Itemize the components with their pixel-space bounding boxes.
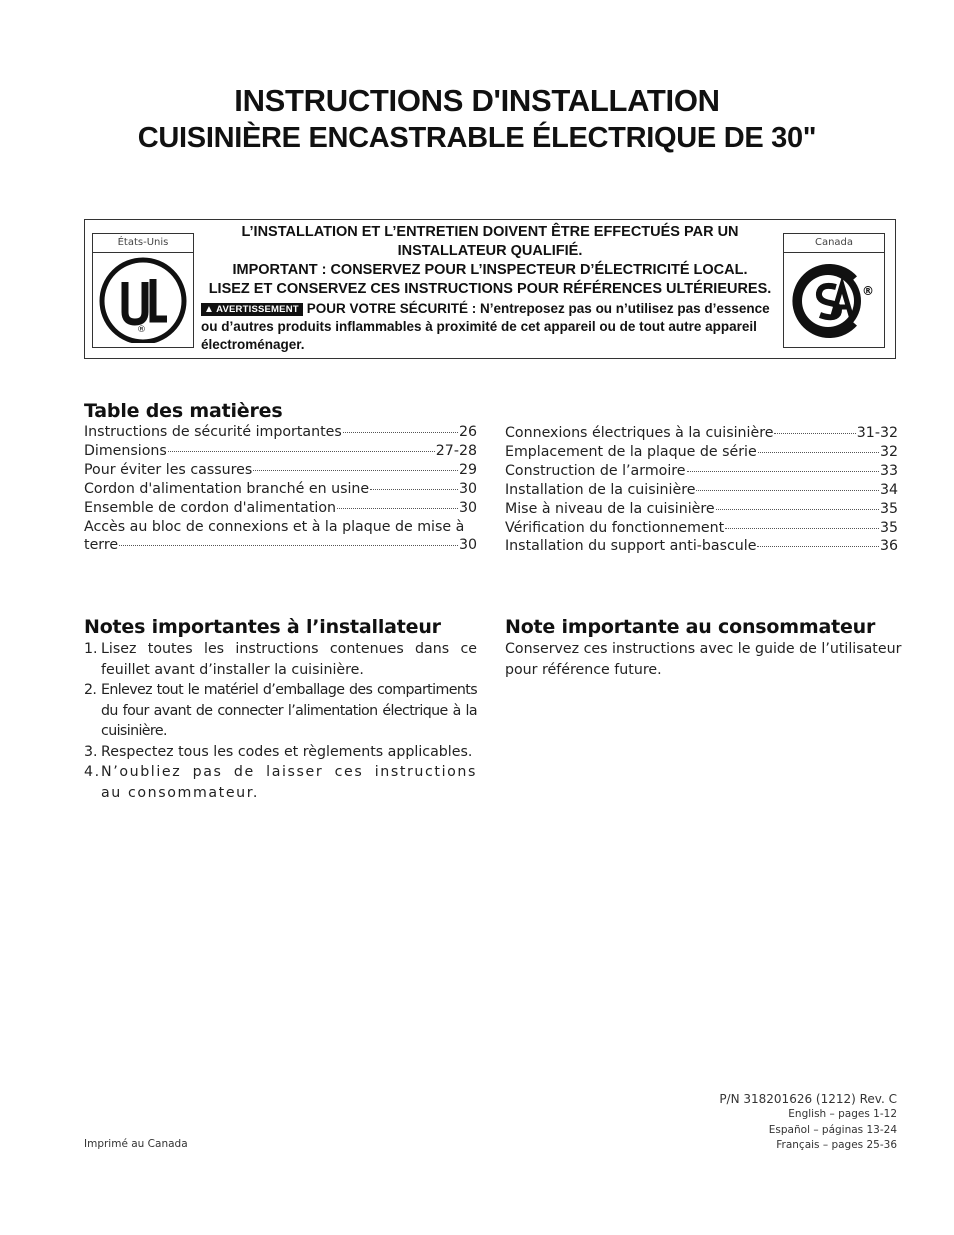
installer-note-item (84, 742, 477, 763)
csa-registered-mark: ® (862, 284, 874, 298)
toc-entry-page: 35 (879, 519, 898, 536)
toc-entry-page: 26 (458, 424, 477, 440)
installer-note-text: Lisez toutes les instructions contenues dans ce feuillet avant d’installer la cuisinière. (101, 641, 477, 678)
toc-entry-title: Installation de la cuisinière (505, 481, 696, 498)
ul-logo-icon (97, 257, 189, 343)
toc-entry-title: Dimensions (84, 442, 167, 459)
toc-entry-page: 35 (879, 500, 898, 517)
csa-caption: Canada (784, 234, 884, 253)
title-line-1: INSTRUCTIONS D'INSTALLATION (234, 83, 720, 118)
toc-entry-page: 29 (458, 461, 477, 478)
installer-note-text: N’oubliez pas de laisser ces instructions au consommateur. (101, 764, 477, 801)
warning-line-important: IMPORTANT : CONSERVEZ POUR L’INSPECTEUR D’ÉLECTRICITÉ LOCAL. (232, 262, 748, 278)
toc-entry-page: 30 (458, 537, 477, 554)
toc-dot-leader (687, 471, 879, 472)
printed-in: Imprimé au Canada (84, 1138, 188, 1150)
toc-entry-page: 33 (879, 462, 898, 479)
english-pages: English – pages 1-12 (788, 1108, 897, 1120)
toc-entry (505, 481, 898, 500)
installer-note-item (84, 639, 477, 680)
toc-entry-title: Pour éviter les cassures (84, 461, 253, 478)
toc-dot-leader (696, 490, 878, 491)
avertissement-label: AVERTISSEMENT (216, 304, 299, 315)
toc-entry-page: 36 (879, 538, 898, 555)
toc-entry (505, 443, 898, 462)
toc-entry-title: terre (84, 537, 119, 554)
consumer-note-heading: Note importante au consommateur (505, 616, 876, 638)
toc-dot-leader (119, 545, 458, 546)
toc-dot-leader (343, 432, 458, 433)
toc-dot-leader (725, 528, 879, 529)
toc-entry (84, 536, 477, 555)
consumer-note-text: Conservez ces instructions avec le guide de l’utilisateur pour référence future. (505, 641, 902, 678)
toc-entry-title: Instructions de sécurité importantes (84, 424, 342, 440)
safety-warning (201, 300, 779, 354)
installer-note-number: 4. (84, 764, 101, 780)
toc-entry (505, 500, 898, 519)
toc-entry (84, 423, 477, 442)
installer-note-number: 2. (84, 682, 97, 698)
toc-right-column (505, 424, 898, 556)
toc-left-column (84, 423, 477, 555)
toc-entry-page: 34 (879, 481, 898, 498)
csa-logo-box (783, 233, 885, 348)
ul-logo-box (92, 233, 194, 348)
toc-entry-title: Construction de l’armoire (505, 462, 686, 479)
toc-entry (505, 519, 898, 538)
warning-line-installer: L’INSTALLATION ET L’ENTRETIEN DOIVENT ÊTRE EFFECTUÉS PAR UN INSTALLATEUR QUALIFIÉ. (241, 224, 739, 259)
installer-notes-list (84, 639, 477, 803)
installer-note-number: 1. (84, 641, 98, 657)
installer-note-text: Enlevez tout le matériel d’emballage des compartiments du four avant de connecter l’alimentation électrique à la cuisinière. (101, 682, 477, 739)
toc-entry (84, 461, 477, 480)
installer-note-item (84, 762, 477, 803)
toc-entry-title: Ensemble de cordon d'alimentation (84, 499, 337, 516)
toc-entry-page: 30 (458, 499, 477, 516)
installer-note-number: 3. (84, 743, 98, 760)
toc-entry-title: Installation du support anti-bascule (505, 538, 757, 555)
toc-entry-page: 27-28 (435, 442, 477, 459)
toc-dot-leader (370, 489, 458, 490)
toc-entry (84, 480, 477, 499)
document-title (0, 82, 954, 156)
spanish-pages: Español – páginas 13-24 (768, 1123, 897, 1136)
warning-box (84, 219, 896, 359)
toc-heading: Table des matières (84, 400, 283, 422)
toc-entry (505, 462, 898, 481)
french-pages: Français – pages 25-36 (776, 1139, 897, 1151)
toc-entry-title: Emplacement de la plaque de série (505, 443, 757, 460)
installer-notes-heading: Notes importantes à l’installateur (84, 616, 441, 638)
safety-text: POUR VOTRE SÉCURITÉ : N’entreposez pas ou n’utilisez pas d’essence ou d’autres produits inflammables à proximité de cet appareil ou de tout autre appareil électroménager. (201, 301, 770, 352)
toc-dot-leader (337, 508, 458, 509)
toc-entry-wrapped-line: Accès au bloc de connexions et à la plaque de mise à (84, 518, 465, 535)
toc-entry-title: Vérification du fonctionnement (505, 519, 725, 536)
toc-entry (505, 424, 898, 443)
toc-entry-page: 30 (458, 480, 477, 497)
warning-line-keep: LISEZ ET CONSERVEZ CES INSTRUCTIONS POUR RÉFÉRENCES ULTÉRIEURES. (208, 281, 772, 297)
toc-entry-title: Mise à niveau de la cuisinière (505, 500, 715, 517)
toc-entry (84, 442, 477, 461)
warning-triangle-icon: ▲ (204, 304, 215, 315)
toc-dot-leader (716, 509, 879, 510)
installer-note-item (84, 680, 477, 742)
ul-caption: États-Unis (93, 234, 193, 253)
warning-text-block (201, 223, 779, 354)
csa-logo-icon (786, 257, 882, 345)
toc-entry-title: Cordon d'alimentation branché en usine (84, 480, 370, 497)
toc-entry (505, 537, 898, 556)
toc-entry-page: 31-32 (856, 425, 898, 441)
title-line-2: CUISINIÈRE ENCASTRABLE ÉLECTRIQUE DE 30" (137, 122, 817, 154)
toc-entry-title: Connexions électriques à la cuisinière (505, 425, 774, 441)
toc-entry-page: 32 (879, 443, 898, 460)
toc-dot-leader (758, 452, 879, 453)
toc-dot-leader (168, 451, 435, 452)
toc-dot-leader (253, 470, 458, 471)
toc-entry (84, 499, 477, 518)
avertissement-badge (201, 303, 303, 316)
toc-dot-leader (757, 546, 878, 547)
installer-note-text: Respectez tous les codes et règlements applicables. (101, 743, 473, 760)
toc-dot-leader (774, 433, 855, 434)
part-number: P/N 318201626 (1212) Rev. C (719, 1092, 897, 1106)
part-number-block (719, 1091, 897, 1154)
ul-registered-mark: ® (137, 325, 146, 335)
